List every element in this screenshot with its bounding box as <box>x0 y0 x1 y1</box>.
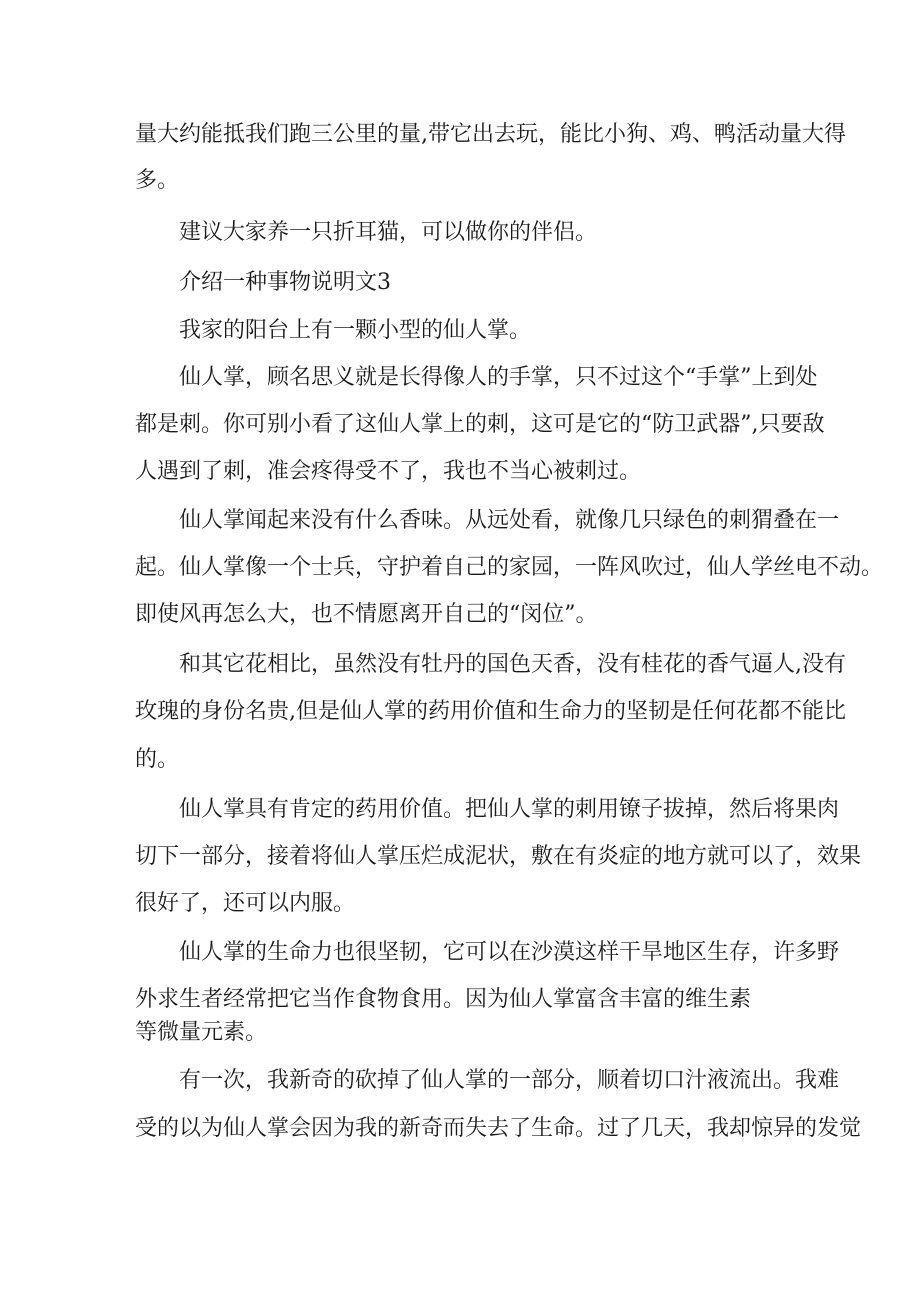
text-line: 很好了，还可以内服。 <box>135 891 356 916</box>
text-line: 受的以为仙人掌会因为我的新奇而失去了生命。过了几天，我却惊异的发觉 <box>135 1116 862 1141</box>
text-line: 都是刺。你可别小看了这仙人掌上的刺，这可是它的“防卫武器”,只要敌 <box>135 412 825 437</box>
text-line: 的。 <box>135 747 180 772</box>
text-line: 有一次，我新奇的砍掉了仙人掌的一部分，顺着切口汁液流出。我难 <box>179 1068 840 1093</box>
text-line: 仙人掌，顾名思义就是长得像人的手掌，只不过这个“手掌”上到处 <box>179 365 818 390</box>
section-heading: 介绍一种事物说明文3 <box>179 270 391 295</box>
text-line: 建议大家养一只折耳猫，可以做你的伴侣。 <box>179 220 598 245</box>
text-line: 即使风再怎么大，也不情愿离开自己的“闵位”。 <box>135 602 598 627</box>
text-line: 起。仙人掌像一个士兵，守护着自己的家园，一阵风吹过，仙人学丝电不动。 <box>135 555 884 580</box>
text-line: 等微量元素。 <box>135 1020 268 1045</box>
text-line: 我家的阳台上有一颗小型的仙人掌。 <box>179 318 532 343</box>
text-line: 外求生者经常把它当作食物食用。因为仙人掌富含丰富的维生素 <box>135 987 752 1012</box>
text-line: 玫瑰的身份名贵,但是仙人掌的药用价值和生命力的坚韧是任何花都不能比 <box>135 699 846 724</box>
text-line: 和其它花相比，虽然没有牡丹的国色天香，没有桂花的香气逼人,没有 <box>179 652 846 677</box>
text-line: 多。 <box>135 168 180 193</box>
text-line: 量大约能抵我们跑三公里的量,带它出去玩，能比小狗、鸡、鸭活动量大得 <box>135 122 846 147</box>
text-line: 切下一部分，接着将仙人掌压烂成泥状，敷在有炎症的地方就可以了，效果 <box>135 844 862 869</box>
text-line: 仙人掌具有肯定的药用价值。把仙人掌的刺用镣子拔掉，然后将果肉 <box>179 797 840 822</box>
text-line: 仙人掌闻起来没有什么香味。从远处看，就像几只绿色的刺猬叠在一 <box>179 508 840 533</box>
text-line: 人遇到了刺，准会疼得受不了，我也不当心被刺过。 <box>135 459 642 484</box>
text-line: 仙人掌的生命力也很坚韧，它可以在沙漠这样干旱地区生存，许多野 <box>179 940 840 965</box>
